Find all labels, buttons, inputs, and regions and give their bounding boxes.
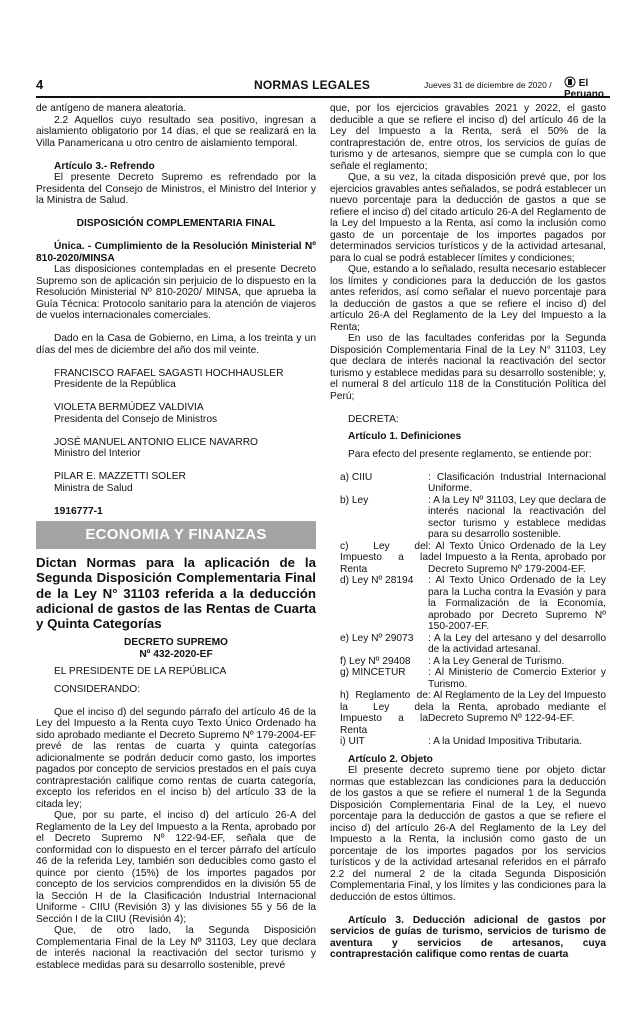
definition-text: : A la Ley Nº 31103, Ley que declara de interés nacional la reactivación del sector turismo y establece medidas para su desarrollo sostenible. <box>428 494 606 540</box>
signatory-role: Ministra de Salud <box>54 482 133 494</box>
header-rule <box>36 96 610 98</box>
signatory-role: Ministro del Interior <box>54 448 141 459</box>
signatory-role: Presidente de la República <box>54 379 176 390</box>
paragraph: que, por los ejercicios gravables 2021 y 2022, el gasto deducible a que se refiere el inciso d) del artículo 46 de la Ley del Impuesto a la Renta, será el 50% de la contraprestación de, entre otros, los servicios de guías de turismo y de artesanos, siempre que se cumpla con lo que señale el reglamento; <box>330 103 606 172</box>
definition-term: d) Ley Nº 28194 <box>340 575 414 586</box>
signatory-name: FRANCISCO RAFAEL SAGASTI HOCHHAUSLER <box>54 367 284 379</box>
definition-term: b) Ley <box>340 494 369 506</box>
definition-term: a) CIIU <box>340 471 373 483</box>
coat-of-arms-icon <box>564 76 576 88</box>
page-number: 4 <box>36 77 44 92</box>
definition-text: : A la Unidad Impositiva Tributaria. <box>428 736 583 747</box>
definition-text: : Al Ministerio de Comercio Exterior y Turismo. <box>428 667 606 690</box>
article-1-intro: Para efecto del presente reglamento, se entiende por: <box>348 448 592 460</box>
signatory-name: JOSÉ MANUEL ANTONIO ELICE NAVARRO <box>54 436 258 448</box>
definition-text: : Al Texto Único Ordenado de la Ley del Impuesto a la Renta, aprobado por Decreto Supremo Nº 179-2004-EF. <box>428 540 606 575</box>
paragraph: Que, a su vez, la citada disposición prevé que, por los ejercicios gravables antes señalados, se podrá establecer un nuevo porcentaje para la deducción de gastos a que se refiere el inciso d) del citado artículo 26-A del Reglamento de la Ley del Impuesto a la Renta, así como la inclusión como gasto de un porcentaje de los importes pagados por determinados servicios turísticos y de la actividad artesanal, para lo cual se podrá establecer límites y condiciones; <box>330 172 606 264</box>
publication-name: NORMAS LEGALES <box>254 78 371 92</box>
definition-term: c) Ley del Impuesto a la Renta <box>340 540 428 575</box>
definition-row <box>330 690 606 736</box>
article-3-text: El presente Decreto Supremo es refrendado por la Presidenta del Consejo de Ministros, el Ministro del Interior y la Ministra de Salud. <box>36 172 316 206</box>
paragraph: Que, por su parte, el inciso d) del artículo 26-A del Reglamento de la Ley del Impuesto a la Renta, aprobado por el Decreto Supremo Nº 122-94-EF, señala que de conformidad con lo dispuesto en el tercer párrafo del artículo 46 de la referida Ley, también son deducibles como gasto el quince por ciento (15%) de los importes pagados por concepto de los servicios comprendidos en la división 55 de la Sección H de la Clasificación Industrial Internacional Uniforme - CIIU (Revisión 3) y las divisiones 55 y 56 de la Sección I de la CIIU (Revisión 4); <box>36 810 316 925</box>
definition-row <box>330 495 606 541</box>
right-column <box>330 103 606 961</box>
definition-row <box>330 472 606 495</box>
decree-label: DECRETO SUPREMO <box>124 637 228 649</box>
paragraph: 2.2 Aquellos cuyo resultado sea positivo, ingresan a aislamiento obligatorio por 14 días, el que se realizará en la Villa Panamericana u otro centro de aislamiento temporal. <box>36 114 316 149</box>
paragraph: Que, de otro lado, la Segunda Disposición Complementaria Final de la Ley Nº 31103, Ley que declara de interés nacional la reactivación del sector turismo y establece medidas para su desarrollo sostenible, prevé <box>36 925 316 971</box>
disposition-title: DISPOSICIÓN COMPLEMENTARIA FINAL <box>76 218 276 229</box>
article-3-heading: Artículo 3. Deducción adicional de gastos por servicios de guías de turismo, servicios de turismo de aventura y servicios de artesanos, cuya contraprestación califique como rentas de cuarta <box>330 914 606 960</box>
logo-text: El Peruano <box>564 78 605 100</box>
signatory-name: PILAR E. MAZZETTI SOLER <box>54 471 186 482</box>
definition-row <box>330 656 606 668</box>
definition-term: h) Reglamento de la Ley del Impuesto a la Renta <box>340 690 428 736</box>
document-code: 1916777-1 <box>54 505 103 517</box>
paragraph: de antígeno de manera aleatoria. <box>36 103 187 114</box>
paragraph: Que, estando a lo señalado, resulta necesario establecer los límites y condiciones para la deducción de los gastos antes referidos, así como señalar el nuevo porcentaje para la deducción de gastos a que se refiere el inciso d) del artículo 26-A del Reglamento de la Ley del Impuesto a la Renta; <box>330 264 606 333</box>
definition-row <box>330 633 606 656</box>
article-3-title: Artículo 3.- Refrendo <box>54 160 155 172</box>
page-header <box>36 76 610 100</box>
definition-row <box>330 575 606 633</box>
section-banner: ECONOMIA Y FINANZAS <box>36 521 316 549</box>
decreta-label: DECRETA: <box>348 413 399 425</box>
considerando-label: CONSIDERANDO: <box>54 683 141 695</box>
left-column <box>36 103 316 971</box>
definition-text: : A la Ley General de Turismo. <box>428 655 565 667</box>
definition-row <box>330 736 606 748</box>
unica-text: Las disposiciones contempladas en el presente Decreto Supremo son de aplicación sin perjuicio de lo dispuesto en la Resolución Ministerial Nº 810-2020/ MINSA, que aprueba la Guía Técnica: Protocolo sanitario para la atención de viajeros de vuelos internacionales comerciales. <box>36 264 316 321</box>
paragraph: Que el inciso d) del segundo párrafo del artículo 46 de la Ley del Impuesto a la Renta cuyo Texto Único Ordenado ha sido aprobado mediante el Decreto Supremo Nº 179-2004-EF prevé de las rentas de cuarta y quinta categorías adicionalmente se podrán deducir como gasto, los importes pagados por concepto de servicios prestados en el país cuya contraprestación califique como rentas de cuarta categoría, excepto los referidos en el inciso b) del artículo 33 de la citada ley; <box>36 706 316 810</box>
definition-term: f) Ley Nº 29408 <box>340 655 411 667</box>
dado-text: Dado en la Casa de Gobierno, en Lima, a los treinta y un días del mes de diciembre del año dos mil veinte. <box>36 333 316 356</box>
president-line: EL PRESIDENTE DE LA REPÚBLICA <box>54 666 227 678</box>
definitions-table <box>330 472 606 748</box>
signatory-role: Presidenta del Consejo de Ministros <box>54 413 218 425</box>
signatory-name: VIOLETA BERMÚDEZ VALDIVIA <box>54 402 204 413</box>
definition-text: : A la Ley del artesano y del desarrollo de la actividad artesanal. <box>428 632 606 655</box>
definition-text: : Al Reglamento de la Ley del Impuesto a la Renta, aprobado mediante el Decreto Supremo Nº 122-94-EF. <box>428 690 606 724</box>
definition-term: i) UIT <box>340 736 365 747</box>
article-2-text: El presente decreto supremo tiene por objeto dictar normas que establezcan las condiciones para la deducción de los gastos a que se refiere el numeral 1 de la Segunda Disposición Complementaria Final de la Ley, el nuevo porcentaje para la deducción de gastos a que se refiere el inciso d) del artículo 26-A del Reglamento de la Ley del Impuesto a la Renta, la inclusión como gasto de un porcentaje de los importes pagados por los servicios turísticos y de la actividad artesanal referidos en el párrafo 2.2 del numeral 2 de la citada Segunda Disposición Complementaria Final, y los límites y las condiciones para la deducción de estos últimos. <box>330 765 606 903</box>
definition-text: : Al Texto Único Ordenado de la Ley para la Lucha contra la Evasión y para la Formalización de la Economía, aprobado por Decreto Supremo Nº 150-2007-EF. <box>428 575 606 632</box>
article-2-title: Artículo 2. Objeto <box>348 753 433 765</box>
article-1-title: Artículo 1. Definiciones <box>348 431 462 442</box>
unica-title: Única. - Cumplimiento de la Resolución Ministerial Nº 810-2020/MINSA <box>36 241 316 264</box>
definition-row <box>330 667 606 690</box>
definition-term: e) Ley Nº 29073 <box>340 632 414 644</box>
issue-date: Jueves 31 de diciembre de 2020 / <box>424 80 552 90</box>
article-title: Dictan Normas para la aplicación de la Segunda Disposición Complementaria Final de la Ley N° 31103 referida a la deducción adicional de gastos de las Rentas de Cuarta y Quinta Categorías <box>36 555 316 632</box>
definition-term: g) MINCETUR <box>340 667 406 678</box>
signature-block <box>36 368 316 495</box>
decree-number: Nº 432-2020-EF <box>139 648 213 660</box>
definition-row <box>330 541 606 576</box>
definition-text: : Clasificación Industrial Internacional Uniforme. <box>428 471 606 494</box>
paragraph: En uso de las facultades conferidas por la Segunda Disposición Complementaria Final de la Ley N° 31103, Ley que declara de interés nacional la reactivación del sector turismo y establece medidas para su desarrollo sostenible; y, el numeral 8 del artículo 118 de la Constitución Política del Perú; <box>330 333 606 402</box>
